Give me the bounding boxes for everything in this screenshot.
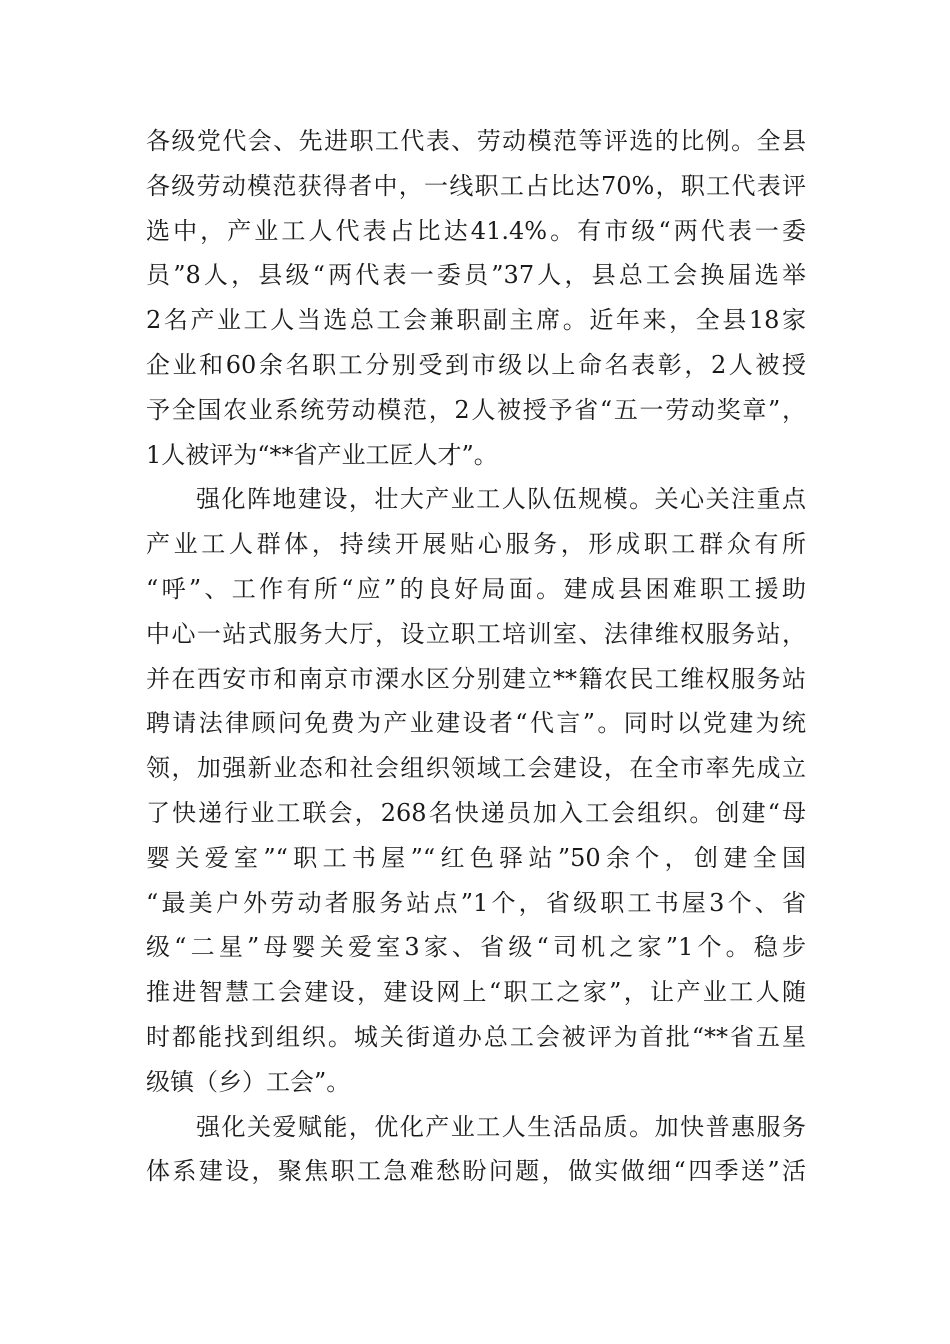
- text-line: 婴关爱室”“职工书屋”“红色驿站”50余个，创建全国: [146, 843, 806, 872]
- text-line: “最美户外劳动者服务站点”1个，省级职工书屋3个、省: [146, 888, 806, 917]
- text-line: 各级党代会、先进职工代表、劳动模范等评选的比例。全县: [146, 127, 806, 155]
- text-line: 了快递行业工联会，268名快递员加入工会组织。创建“母: [146, 798, 806, 827]
- text-line: 时都能找到组织。城关街道办总工会被评为首批“**省五星: [146, 1022, 806, 1051]
- text-line: 推进智慧工会建设，建设网上“职工之家”，让产业工人随: [146, 978, 806, 1007]
- text-line: “呼”、工作有所“应”的良好局面。建成县困难职工援助: [146, 574, 806, 603]
- text-line: 员”8人，县级“两代表一委员”37人，县总工会换届选举: [146, 261, 806, 290]
- text-line: 各级劳动模范获得者中，一线职工占比达70%，职工代表评: [146, 171, 806, 200]
- text-line: 企业和60余名职工分别受到市级以上命名表彰，2人被授: [146, 350, 806, 379]
- text-line: 并在西安市和南京市溧水区分别建立**籍农民工维权服务站: [146, 664, 806, 693]
- text-line: 领，加强新业态和社会组织领域工会建设，在全市率先成立: [146, 754, 806, 783]
- text-line: 产业工人群体，持续开展贴心服务，形成职工群众有所: [146, 530, 806, 559]
- text-line: 1人被评为“**省产业工匠人才”。: [146, 440, 498, 469]
- document-body: [146, 119, 806, 1194]
- text-line: 强化关爱赋能，优化产业工人生活品质。加快普惠服务: [196, 1112, 806, 1141]
- text-line: 中心一站式服务大厅，设立职工培训室、法律维权服务站，: [146, 619, 806, 648]
- text-line: 聘请法律顾问免费为产业建设者“代言”。同时以党建为统: [146, 709, 806, 738]
- text-line: 强化阵地建设，壮大产业工人队伍规模。关心关注重点: [196, 485, 806, 514]
- text-line: 体系建设，聚焦职工急难愁盼问题，做实做细“四季送”活: [146, 1157, 806, 1186]
- text-line: 选中，产业工人代表占比达41.4%。有市级“两代表一委: [146, 216, 806, 245]
- text-line: 级“二星”母婴关爱室3家、省级“司机之家”1个。稳步: [146, 933, 806, 962]
- text-line: 予全国农业系统劳动模范，2人被授予省“五一劳动奖章”，: [146, 395, 806, 424]
- text-line: 级镇（乡）工会”。: [146, 1067, 351, 1096]
- text-line: 2名产业工人当选总工会兼职副主席。近年来，全县18家: [146, 306, 806, 335]
